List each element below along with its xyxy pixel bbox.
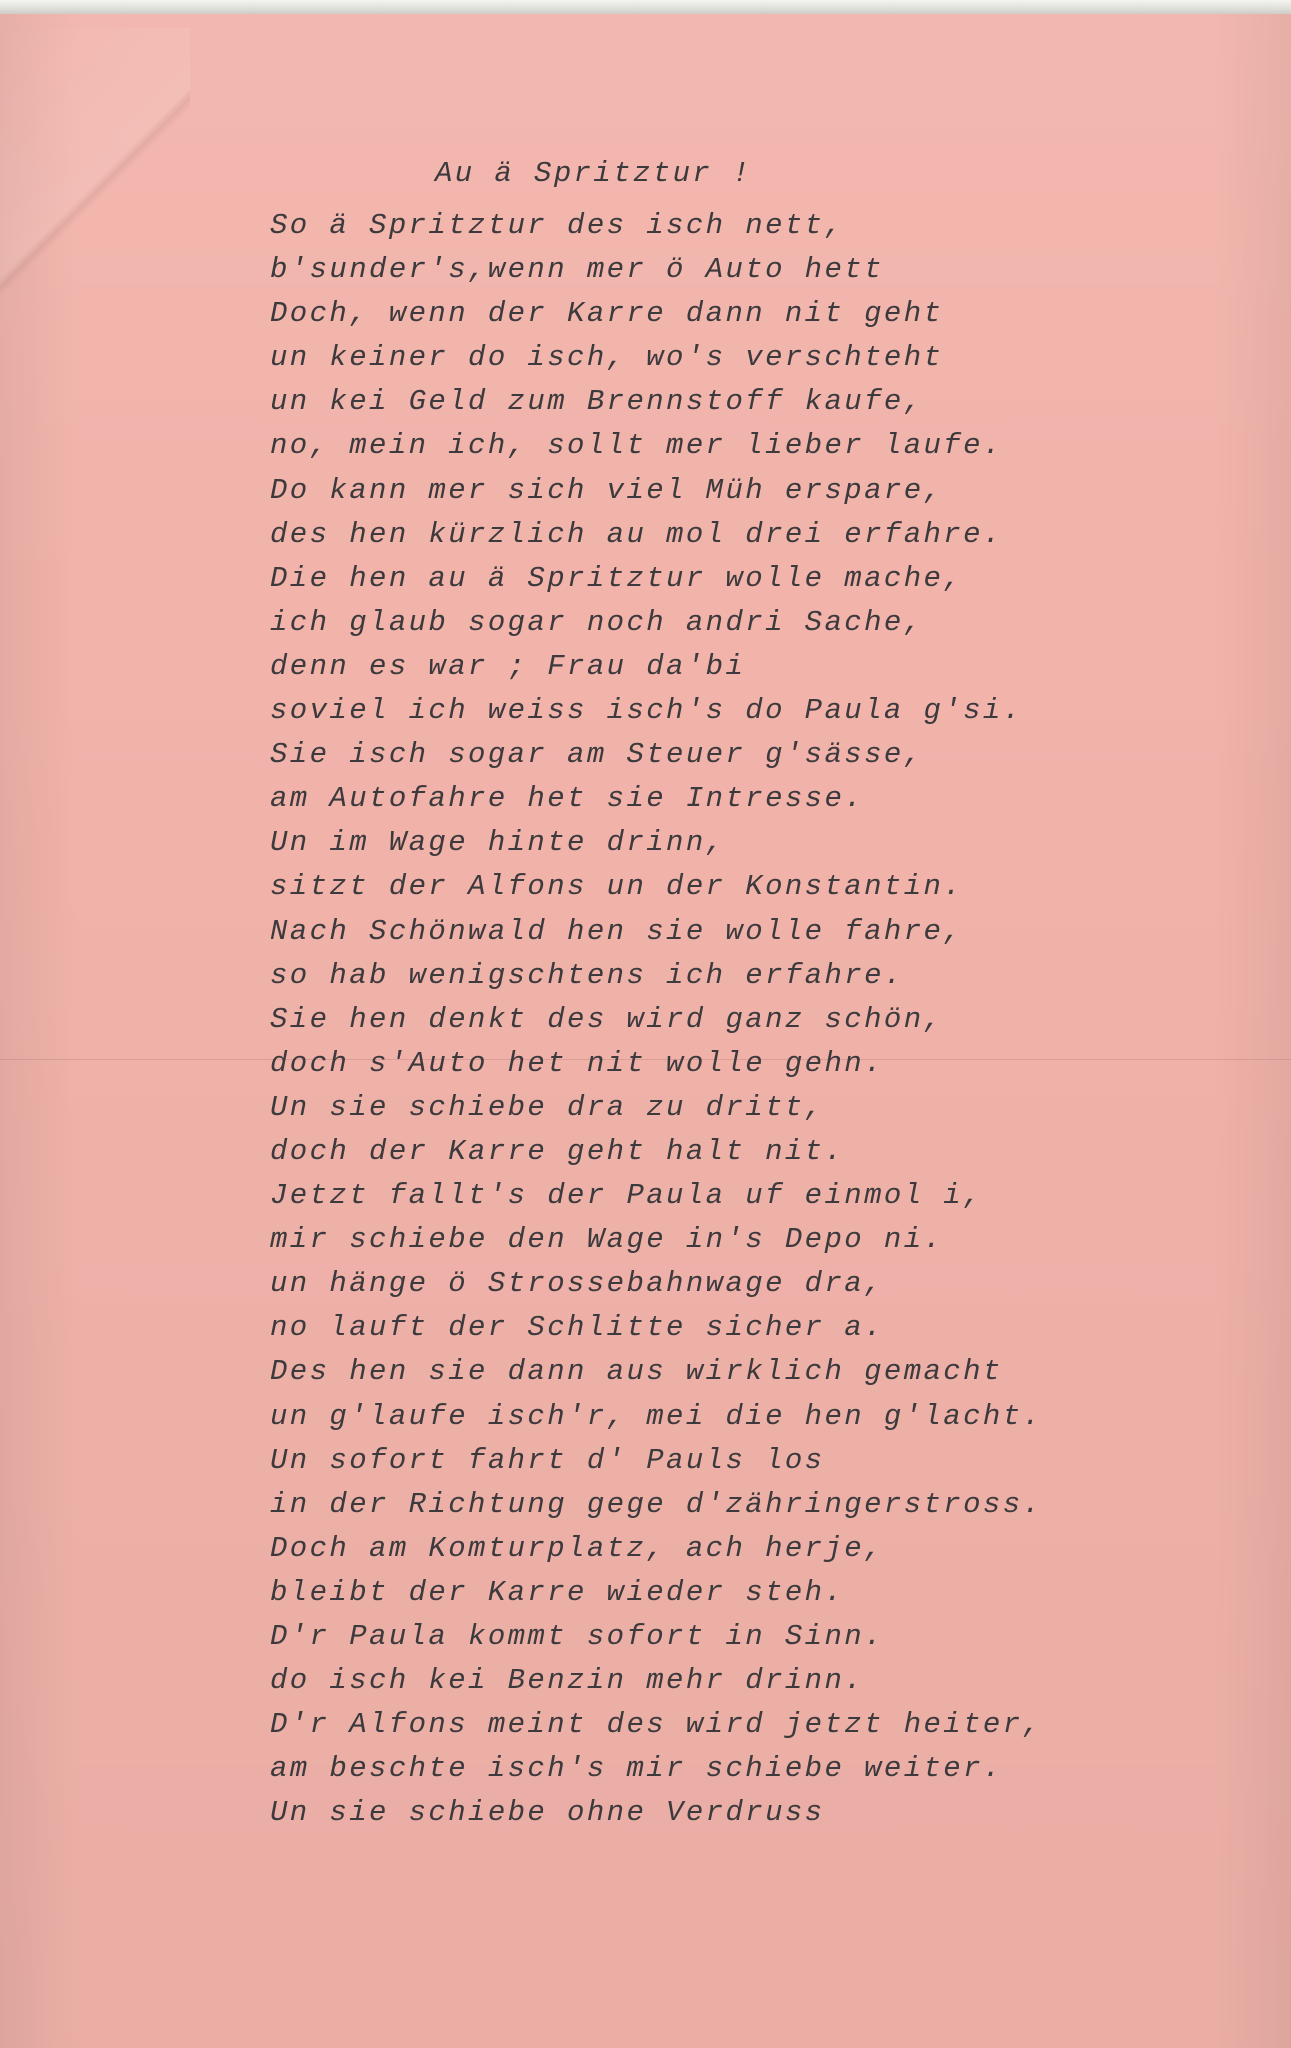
poem-line: ich glaub sogar noch andri Sache, (270, 605, 924, 639)
poem-line: D'r Alfons meint des wird jetzt heiter, (270, 1708, 1043, 1742)
poem-line: So ä Spritztur des isch nett, (270, 209, 845, 242)
poem-line: Doch am Komturplatz, ach herje, (270, 1531, 884, 1565)
poem-line: no, mein ich, sollt mer lieber laufe. (270, 429, 1003, 463)
poem-line: doch der Karre geht halt nit. (270, 1134, 845, 1168)
poem-line: Des hen sie dann aus wirklich gemacht (270, 1355, 1003, 1389)
poem-line: no lauft der Schlitte sicher a. (270, 1311, 884, 1345)
poem-line: Die hen au ä Spritztur wolle mache, (270, 561, 964, 595)
poem-line: Do kann mer sich viel Müh erspare, (270, 473, 944, 507)
paper-corner-crease (0, 28, 190, 358)
poem-title: Au ä Spritztur ! (435, 157, 752, 190)
poem-lines (270, 204, 1042, 1835)
poem-line: un hänge ö Strossebahnwage dra, (270, 1267, 884, 1301)
poem-line: mir schiebe den Wage in's Depo ni. (270, 1223, 944, 1257)
poem-line: D'r Paula kommt sofort in Sinn. (270, 1620, 884, 1653)
poem-line: sitzt der Alfons un der Konstantin. (270, 870, 964, 904)
poem-line: Un sie schiebe dra zu dritt, (270, 1090, 825, 1124)
poem-line: denn es war ; Frau da'bi (270, 649, 746, 683)
poem-line: Un sie schiebe ohne Verdruss (270, 1796, 825, 1830)
poem-line: am beschte isch's mir schiebe weiter. (270, 1752, 1003, 1786)
poem-line: Jetzt fallt's der Paula uf einmol i, (270, 1179, 983, 1213)
poem-line: am Autofahre het sie Intresse. (270, 782, 865, 816)
poem-line: in der Richtung gege d'zähringerstross. (270, 1487, 1043, 1521)
poem-line: Un im Wage hinte drinn, (270, 826, 726, 860)
poem-line: doch s'Auto het nit wolle gehn. (270, 1046, 884, 1080)
poem-line: so hab wenigschtens ich erfahre. (270, 958, 904, 992)
poem-line: Sie isch sogar am Steuer g'sässe, (270, 738, 924, 772)
poem-line: Sie hen denkt des wird ganz schön, (270, 1002, 944, 1036)
poem-line: Doch, wenn der Karre dann nit geht (270, 297, 944, 331)
poem-line: des hen kürzlich au mol drei erfahre. (270, 517, 1003, 551)
poem-line: un keiner do isch, wo's verschteht (270, 341, 944, 375)
poem-line: Un sofort fahrt d' Pauls los (270, 1443, 825, 1477)
poem-line: un kei Geld zum Brennstoff kaufe, (270, 385, 924, 419)
poem-line: b'sunder's,wenn mer ö Auto hett (270, 253, 884, 287)
poem-line: bleibt der Karre wieder steh. (270, 1575, 845, 1609)
poem-line: un g'laufe isch'r, mei die hen g'lacht. (270, 1399, 1043, 1433)
poem-line: do isch kei Benzin mehr drinn. (270, 1664, 865, 1698)
poem-line: Nach Schönwald hen sie wolle fahre, (270, 914, 964, 948)
poem-line: soviel ich weiss isch's do Paula g'si. (270, 694, 1023, 728)
